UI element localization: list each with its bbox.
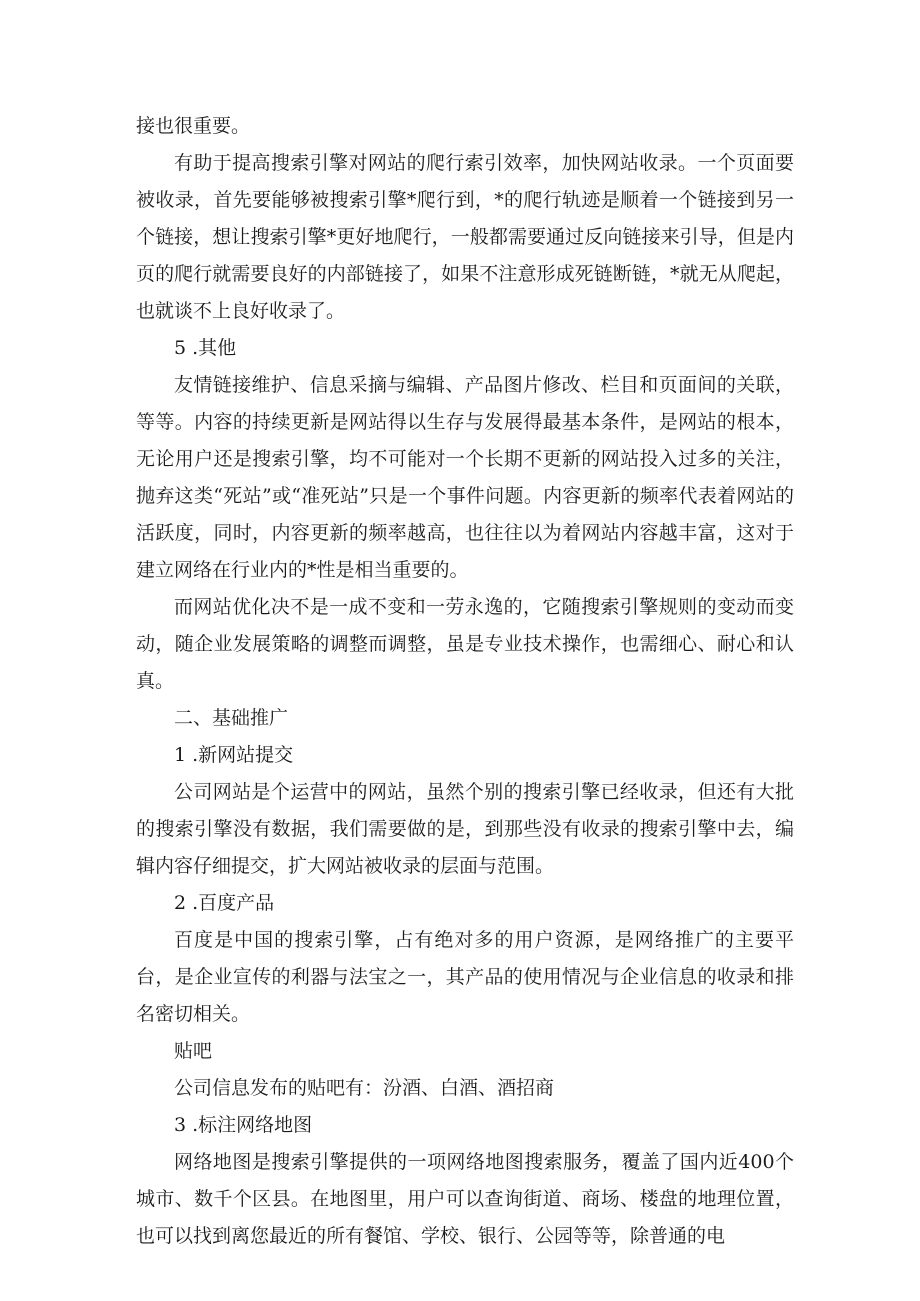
body-paragraph: 公司网站是个运营中的网站，虽然个别的搜索引擎已经收录，但还有大批的搜索引擎没有数据，我们需要做的是，到那些没有收录的搜索引擎中去，编辑内容仔细提交，扩大网站被收录的层面与范围。 (136, 781, 794, 877)
document-body (136, 108, 794, 1255)
section-heading: 1 .新网站提交 (174, 744, 294, 766)
body-paragraph: 有助于提高搜索引擎对网站的爬行索引效率，加快网站收录。一个页面要被收录，首先要能够被搜索引擎*爬行到，*的爬行轨迹是顺着一个链接到另一个链接，想让搜索引擎*更好地爬行，一般都需要通过反向链接来引导，但是内页的爬行就需要良好的内部链接了，如果不注意形成死链断链，*就无从爬起，也就谈不上良好收录了。 (136, 152, 794, 322)
body-paragraph: 百度是中国的搜索引擎，占有绝对多的用户资源，是网络推广的主要平台，是企业宣传的利器与法宝之一，其产品的使用情况与企业信息的收录和排名密切相关。 (136, 929, 794, 1025)
section-heading: 3 .标注网络地图 (174, 1114, 313, 1136)
body-paragraph: 公司信息发布的贴吧有：汾酒、白酒、酒招商 (174, 1077, 555, 1099)
body-paragraph: 友情链接维护、信息采摘与编辑、产品图片修改、栏目和页面间的关联，等等。内容的持续更新是网站得以生存与发展得最基本条件，是网站的根本，无论用户还是搜索引擎，均不可能对一个长期不更新的网站投入过多的关注，抛弃这类“死站”或“准死站”只是一个事件问题。内容更新的频率代表着网站的活跃度，同时，内容更新的频率越高，也往往以为着网站内容越丰富，这对于建立网络在行业内的*性是相当重要的。 (136, 374, 794, 581)
section-heading: 2 .百度产品 (174, 892, 275, 914)
section-heading: 贴吧 (174, 1040, 213, 1062)
body-paragraph: 而网站优化决不是一成不变和一劳永逸的，它随搜索引擎规则的变动而变动，随企业发展策略的调整而调整，虽是专业技术操作，也需细心、耐心和认真。 (136, 596, 794, 692)
body-paragraph: 网络地图是搜索引擎提供的一项网络地图搜索服务，覆盖了国内近400个城市、数千个区县。在地图里，用户可以查询街道、商场、楼盘的地理位置，也可以找到离您最近的所有餐馆、学校、银行、公园等等，除普通的电 (136, 1151, 794, 1247)
body-paragraph: 接也很重要。 (136, 115, 251, 137)
section-heading: 5 .其他 (174, 337, 237, 359)
section-heading: 二、基础推广 (174, 707, 289, 729)
